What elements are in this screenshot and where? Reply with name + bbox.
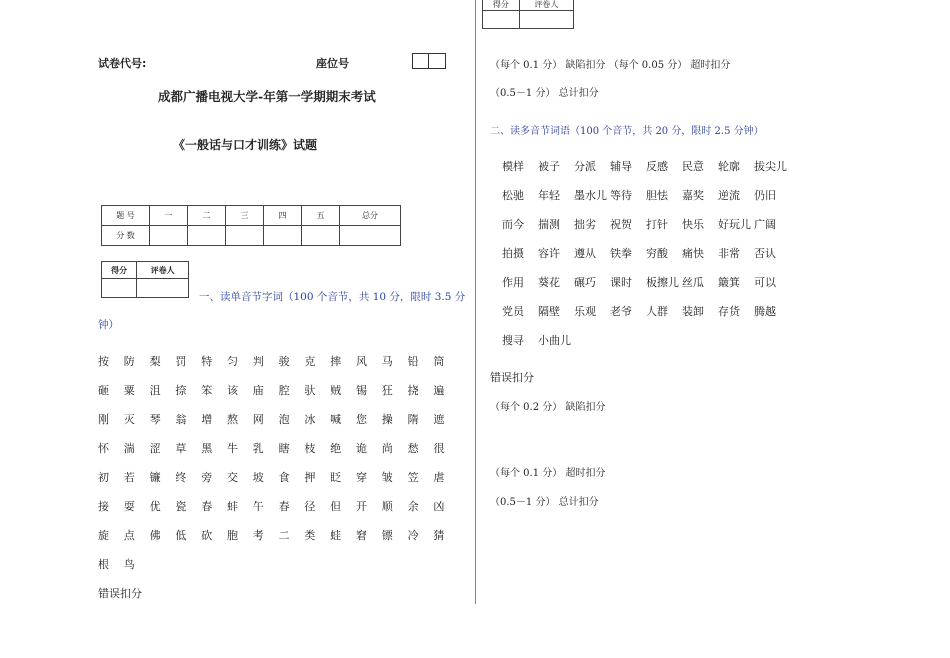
word-item: 老爷 — [610, 305, 632, 318]
char-row — [98, 411, 459, 427]
word-item: 铁拳 — [610, 247, 632, 260]
char-item: 操 — [381, 413, 393, 426]
section1-title-cont: 钟） — [98, 319, 119, 331]
deduct-line-1: （每个 0.1 分） 缺陷扣分 （每个 0.05 分） 超时扣分 — [490, 60, 731, 71]
char-item: 琴 — [149, 413, 161, 426]
word-row — [502, 332, 574, 348]
word-row — [502, 245, 790, 261]
word-item: 仍旧 — [754, 189, 776, 202]
top-grader-cell: 评卷人 — [519, 0, 573, 11]
word-item: 墨水儿 — [574, 189, 607, 202]
char-item: 终 — [175, 471, 187, 484]
word-item: 装卸 — [682, 305, 704, 318]
char-item: 蚌 — [226, 500, 238, 513]
char-item: 冷 — [407, 529, 419, 542]
char-item: 旋 — [98, 529, 109, 542]
word-item: 碾巧 — [574, 276, 596, 289]
char-item: 罚 — [175, 355, 187, 368]
char-item: 腔 — [278, 384, 290, 397]
char-item: 胞 — [226, 529, 238, 542]
section2-title: 二、读多音节词语（100 个音节，共 20 分，限时 2.5 分钟） — [490, 126, 764, 137]
char-row — [98, 382, 459, 398]
word-row — [502, 216, 790, 232]
char-item: 捺 — [175, 384, 187, 397]
exam-title: 成都广播电视大学-年第一学期期末考试 — [158, 89, 376, 104]
grader-cell: 评卷人 — [137, 262, 189, 279]
char-item: 窘 — [355, 529, 367, 542]
char-item: 蛙 — [330, 529, 342, 542]
char-item: 湍 — [123, 442, 135, 455]
word-item: 反感 — [646, 160, 668, 173]
char-item: 诡 — [355, 442, 367, 455]
char-item: 交 — [226, 471, 238, 484]
char-item: 怀 — [98, 442, 109, 455]
char-item: 镰 — [149, 471, 161, 484]
char-item: 风 — [355, 355, 367, 368]
score-header-cell: 四 — [264, 206, 302, 226]
deduct-line-2: （0.5－1 分） 总计扣分 — [490, 88, 599, 99]
total-deduct-line: （0.5－1 分） 总计扣分 — [490, 497, 599, 508]
score-header-cell: 题 号 — [102, 206, 150, 226]
char-item: 点 — [123, 529, 135, 542]
char-item: 眨 — [330, 471, 342, 484]
char-item: 坡 — [252, 471, 264, 484]
char-item: 猜 — [433, 529, 445, 542]
word-item: 逆流 — [718, 189, 740, 202]
char-item: 庙 — [252, 384, 264, 397]
char-item: 骏 — [278, 355, 290, 368]
char-item: 隋 — [407, 413, 419, 426]
char-item: 铅 — [407, 355, 419, 368]
word-item: 松驰 — [502, 189, 524, 202]
word-item: 非常 — [718, 247, 740, 260]
word-row — [502, 303, 790, 319]
char-row — [98, 440, 459, 456]
word-item: 可以 — [754, 276, 776, 289]
word-item: 胆怯 — [646, 189, 668, 202]
char-item: 狂 — [381, 384, 393, 397]
char-item: 耍 — [123, 500, 135, 513]
word-item: 簸箕 — [718, 276, 740, 289]
char-item: 虐 — [433, 471, 445, 484]
char-item: 沮 — [149, 384, 161, 397]
char-item: 网 — [252, 413, 264, 426]
char-item: 接 — [98, 500, 109, 513]
char-item: 黑 — [201, 442, 213, 455]
char-item: 涩 — [149, 442, 161, 455]
word-item: 拔尖儿 — [754, 160, 787, 173]
char-item: 驮 — [304, 384, 316, 397]
word-item: 存货 — [718, 305, 740, 318]
word-item: 乐观 — [574, 305, 596, 318]
char-item: 低 — [175, 529, 187, 542]
char-item: 草 — [175, 442, 187, 455]
char-item: 优 — [149, 500, 161, 513]
char-item: 判 — [252, 355, 264, 368]
char-item: 您 — [355, 413, 367, 426]
char-item: 按 — [98, 355, 109, 368]
char-row — [98, 527, 459, 543]
word-row — [502, 187, 790, 203]
char-item: 笨 — [201, 384, 213, 397]
word-item: 腾越 — [754, 305, 776, 318]
word-item: 穷酸 — [646, 247, 668, 260]
char-item: 押 — [304, 471, 316, 484]
char-item: 愁 — [407, 442, 419, 455]
word-item: 民意 — [682, 160, 704, 173]
word-item: 遵从 — [574, 247, 596, 260]
word-item: 拙劣 — [574, 218, 596, 231]
char-item: 枝 — [304, 442, 316, 455]
word-item: 小曲儿 — [538, 334, 571, 347]
char-item: 灭 — [123, 413, 135, 426]
char-item: 熬 — [226, 413, 238, 426]
score-table — [101, 205, 401, 246]
word-item: 打针 — [646, 218, 668, 231]
word-item: 丝瓜 — [682, 276, 704, 289]
word-item: 年轻 — [538, 189, 560, 202]
char-item: 翁 — [175, 413, 187, 426]
char-item: 尚 — [381, 442, 393, 455]
top-score-cell: 得分 — [483, 0, 520, 11]
word-item: 搜寻 — [502, 334, 524, 347]
char-item: 余 — [407, 500, 419, 513]
char-item: 但 — [330, 500, 342, 513]
char-item: 挠 — [407, 384, 419, 397]
char-item: 开 — [355, 500, 367, 513]
char-row — [98, 353, 459, 369]
word-item: 课时 — [610, 276, 632, 289]
word-item: 嘉奖 — [682, 189, 704, 202]
word-item: 作用 — [502, 276, 524, 289]
word-row — [502, 274, 790, 290]
word-item: 快乐 — [682, 218, 704, 231]
char-item: 很 — [433, 442, 445, 455]
word-item: 广阔 — [754, 218, 776, 231]
word-item: 祝贺 — [610, 218, 632, 231]
error-deduct-right: 错误扣分 — [490, 371, 534, 384]
char-item: 午 — [252, 500, 264, 513]
word-item: 分派 — [574, 160, 596, 173]
top-grader-table — [482, 0, 574, 29]
char-item: 该 — [226, 384, 238, 397]
char-item: 牛 — [226, 442, 238, 455]
char-item: 径 — [304, 500, 316, 513]
char-item: 筒 — [433, 355, 445, 368]
char-item: 旁 — [201, 471, 213, 484]
column-divider — [475, 0, 476, 604]
char-row — [98, 498, 459, 514]
char-item: 砍 — [201, 529, 213, 542]
char-item: 二 — [278, 529, 290, 542]
defect-deduct-line: （每个 0.2 分） 缺陷扣分 — [490, 402, 606, 413]
grader-table — [101, 261, 189, 298]
char-item: 泡 — [278, 413, 290, 426]
char-item: 春 — [201, 500, 213, 513]
word-item: 辅导 — [610, 160, 632, 173]
char-item: 初 — [98, 471, 109, 484]
char-item: 特 — [201, 355, 213, 368]
word-item: 拍摄 — [502, 247, 524, 260]
char-item: 遍 — [433, 384, 445, 397]
exam-subtitle: 《一般话与口才训练》试题 — [173, 138, 318, 152]
char-item: 增 — [201, 413, 213, 426]
score-header-cell: 二 — [188, 206, 226, 226]
char-item: 防 — [123, 355, 135, 368]
word-item: 人群 — [646, 305, 668, 318]
char-item: 遮 — [433, 413, 445, 426]
char-item: 梨 — [149, 355, 161, 368]
word-item: 隔壁 — [538, 305, 560, 318]
char-item: 佛 — [149, 529, 161, 542]
char-item: 马 — [381, 355, 393, 368]
paper-code-label: 试卷代号: — [98, 57, 147, 70]
word-item: 被子 — [538, 160, 560, 173]
char-item: 砸 — [98, 384, 109, 397]
char-item: 考 — [252, 529, 264, 542]
char-item: 绝 — [330, 442, 342, 455]
char-item: 根 — [98, 558, 109, 571]
char-item: 若 — [123, 471, 135, 484]
score-header-cell: 一 — [150, 206, 188, 226]
char-item: 粟 — [123, 384, 135, 397]
char-item: 冰 — [304, 413, 316, 426]
word-item: 否认 — [754, 247, 776, 260]
word-item: 揣测 — [538, 218, 560, 231]
char-item: 类 — [304, 529, 316, 542]
word-item: 葵花 — [538, 276, 560, 289]
word-item: 党员 — [502, 305, 524, 318]
word-item: 模样 — [502, 160, 524, 173]
char-item: 贼 — [330, 384, 342, 397]
char-item: 穿 — [355, 471, 367, 484]
word-item: 好玩儿 — [718, 218, 751, 231]
section1-title: 一、读单音节字词（100 个音节，共 10 分，限时 3.5 分 — [199, 291, 466, 303]
char-item: 皱 — [381, 471, 393, 484]
word-item: 痛快 — [682, 247, 704, 260]
word-row — [502, 158, 790, 174]
word-item: 轮廓 — [718, 160, 740, 173]
word-item: 而今 — [502, 218, 524, 231]
overtime-deduct-line: （每个 0.1 分） 超时扣分 — [490, 468, 606, 479]
char-item: 锡 — [355, 384, 367, 397]
char-item: 瞎 — [278, 442, 290, 455]
seat-number-box[interactable] — [412, 53, 446, 69]
char-item: 镖 — [381, 529, 393, 542]
char-item: 匀 — [226, 355, 238, 368]
char-item: 摔 — [330, 355, 342, 368]
char-item: 喊 — [330, 413, 342, 426]
char-item: 春 — [278, 500, 290, 513]
score-row-label: 分 数 — [102, 226, 150, 246]
char-row — [98, 469, 459, 485]
char-item: 顺 — [381, 500, 393, 513]
char-item: 食 — [278, 471, 290, 484]
score-cell: 得分 — [102, 262, 137, 279]
seat-label: 座位号 — [316, 57, 349, 70]
word-item: 容许 — [538, 247, 560, 260]
word-item: 板擦儿 — [646, 276, 679, 289]
char-item: 瓷 — [175, 500, 187, 513]
char-item: 克 — [304, 355, 316, 368]
char-item: 笠 — [407, 471, 419, 484]
char-item: 乳 — [252, 442, 264, 455]
score-header-cell: 三 — [226, 206, 264, 226]
char-item: 刚 — [98, 413, 109, 426]
char-item: 鸟 — [123, 558, 135, 571]
char-row — [98, 556, 150, 572]
error-deduct-left: 错误扣分 — [98, 587, 142, 600]
word-item: 等待 — [610, 189, 632, 202]
score-header-cell: 五 — [302, 206, 340, 226]
char-item: 凶 — [433, 500, 445, 513]
score-header-cell: 总分 — [340, 206, 401, 226]
